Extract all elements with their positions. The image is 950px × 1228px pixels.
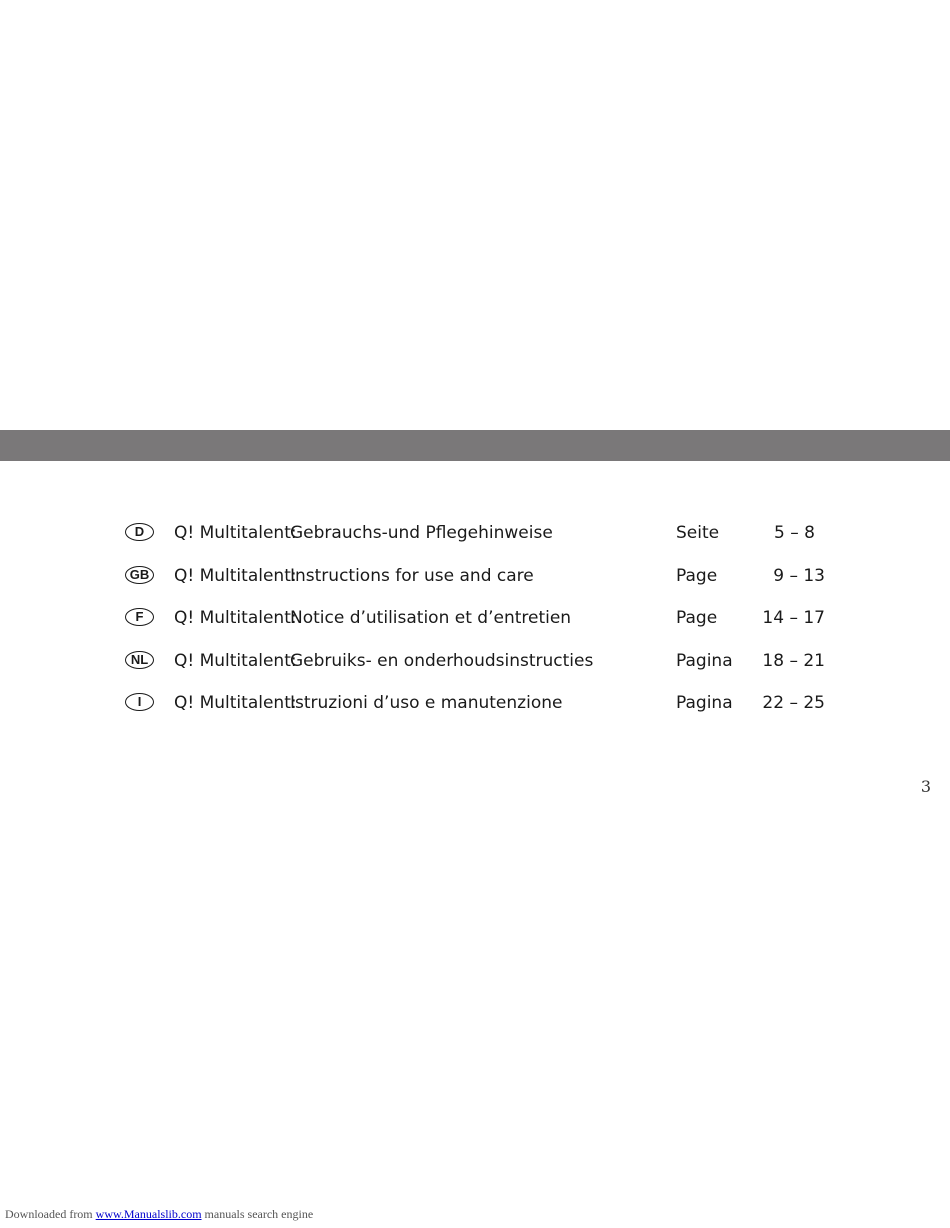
- language-badge-i: I: [125, 693, 154, 711]
- section-description: Notice d’utilisation et d’entretien: [290, 608, 572, 628]
- page-range: 14 – 17: [762, 608, 825, 628]
- product-name: Q! Multitalent:: [174, 693, 297, 713]
- table-of-contents: [125, 513, 845, 726]
- product-name: Q! Multitalent:: [174, 650, 297, 671]
- page-label: Seite: [676, 523, 720, 543]
- section-description: Instructions for use and care: [290, 565, 534, 586]
- manualslib-link[interactable]: www.Manualslib.com: [95, 1207, 202, 1221]
- product-name: Q! Multitalent:: [174, 608, 297, 628]
- language-badge-gb: GB: [125, 566, 154, 584]
- download-footer: [5, 1207, 313, 1222]
- toc-row-italian: [125, 683, 845, 726]
- page-range: 9 – 13: [773, 565, 825, 586]
- section-description: Gebrauchs-und Pflegehinweise: [290, 523, 553, 543]
- section-description: Istruzioni d’uso e manutenzione: [290, 693, 563, 713]
- page-label: Page: [676, 608, 718, 628]
- toc-row-german: [125, 513, 845, 556]
- page-number: 3: [920, 777, 931, 796]
- toc-row-english: [125, 556, 845, 599]
- page-range: 22 – 25: [762, 693, 825, 713]
- page-label: Page: [676, 565, 718, 586]
- language-badge-f: F: [125, 608, 154, 626]
- header-gray-band: [0, 430, 950, 461]
- language-badge-nl: NL: [125, 651, 154, 669]
- page-range: 5 – 8: [774, 523, 815, 543]
- toc-row-dutch: [125, 641, 845, 684]
- section-description: Gebruiks- en onderhoudsinstructies: [290, 650, 594, 671]
- page-label: Pagina: [676, 693, 733, 713]
- product-name: Q! Multitalent:: [174, 565, 297, 586]
- page-label: Pagina: [676, 650, 733, 671]
- page-range: 18 – 21: [762, 650, 825, 671]
- toc-row-french: [125, 598, 845, 641]
- product-name: Q! Multitalent:: [174, 523, 297, 543]
- footer-suffix: manuals search engine: [204, 1207, 314, 1221]
- footer-prefix: Downloaded from: [5, 1207, 93, 1221]
- language-badge-d: D: [125, 523, 154, 541]
